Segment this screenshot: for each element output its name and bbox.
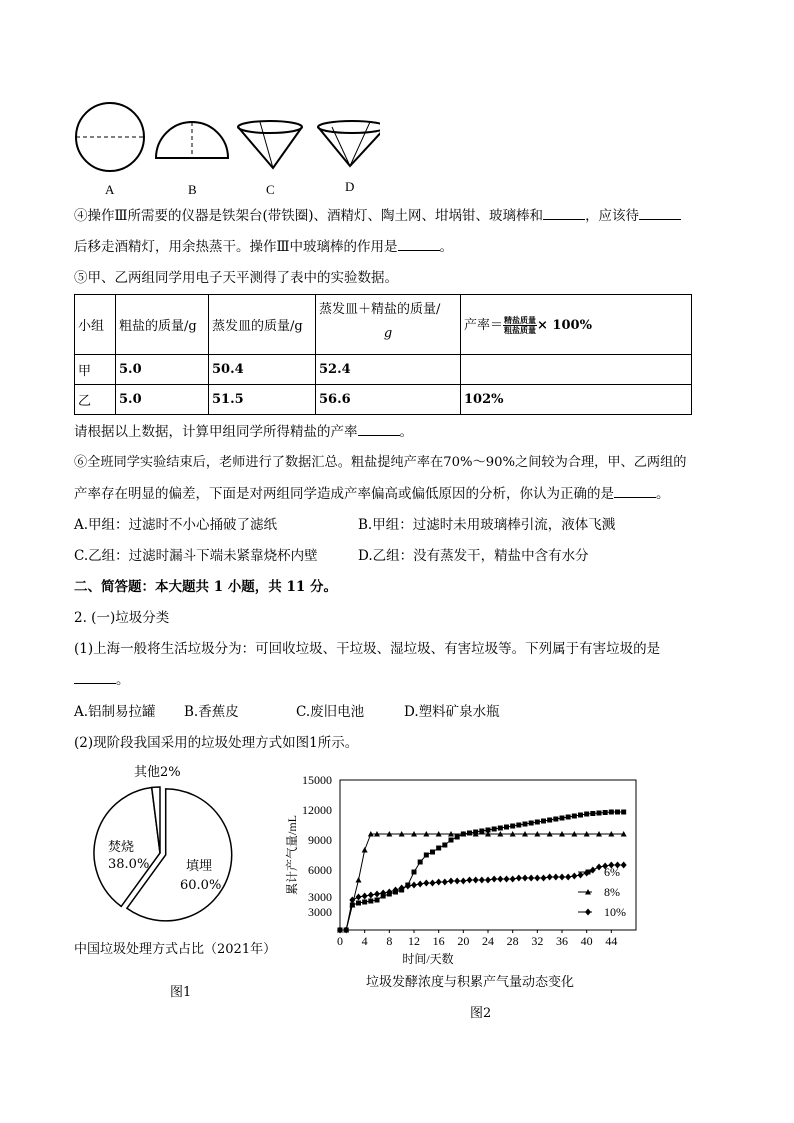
x-tick-label: 8 (386, 934, 393, 948)
data-point-diamond (522, 875, 528, 882)
table-cell: 102% (461, 385, 692, 415)
data-point-diamond (430, 880, 436, 887)
data-point-square (362, 900, 367, 905)
header-dish-mass: 蒸发皿的质量/g (209, 295, 316, 355)
pie-label-incineration-pct: 38.0% (108, 857, 150, 872)
data-point-square (572, 814, 577, 819)
data-point-square (621, 810, 626, 815)
q4-line2: 后移走酒精灯，用余热蒸干。操作Ⅲ中玻璃棒的作用是 。 (74, 239, 454, 255)
data-point-square (356, 901, 361, 906)
figure-label-c: C (266, 182, 275, 197)
legend-label: 8% (604, 885, 620, 899)
q5-intro: ⑤甲、乙两组同学用电子天平测得了表中的实验数据。 (74, 270, 398, 286)
figure1-number: 图1 (170, 985, 192, 1000)
data-point-diamond (374, 891, 380, 898)
data-point-square (547, 818, 552, 823)
answer-blank[interactable] (358, 423, 400, 436)
data-point-diamond (411, 882, 417, 889)
data-point-square (375, 898, 380, 903)
x-tick-label: 36 (556, 934, 568, 948)
table-cell: 51.5 (209, 385, 316, 415)
x-tick-label: 16 (432, 934, 445, 948)
data-point-diamond (448, 878, 454, 885)
data-point-diamond (547, 874, 553, 881)
answer-blank[interactable] (614, 485, 656, 498)
table-cell: 5.0 (116, 355, 209, 385)
section-heading: 二、简答题：本大题共 1 小题，共 11 分。 (74, 579, 337, 595)
data-point-square (523, 822, 528, 827)
experiment-data-table (74, 294, 692, 415)
data-point-square (412, 870, 417, 875)
data-point-square (442, 843, 447, 848)
yield-fraction: $\frac{\text{精盐质量}}{\text{粗盐质量}}$ (504, 315, 537, 335)
table-cell: 乙 (75, 385, 116, 415)
data-point-square (516, 823, 521, 828)
data-point-diamond (585, 909, 591, 916)
data-point-diamond (504, 876, 510, 883)
q6-option-c[interactable]: C.乙组：过滤时漏斗下端未紧靠烧杯内壁 (74, 548, 318, 564)
data-point-square (535, 820, 540, 825)
y-tick-label: 15000 (302, 773, 332, 787)
data-point-square (430, 850, 435, 855)
data-point-diamond (442, 879, 448, 886)
y-tick-label: 3000 (308, 905, 332, 919)
data-point-square (560, 816, 565, 821)
q6-option-b[interactable]: B.甲组：过滤时未用玻璃棒引流，液体飞溅 (358, 517, 616, 533)
data-point-diamond (467, 877, 473, 884)
data-point-square (418, 860, 423, 865)
data-point-diamond (565, 874, 571, 881)
line-chart-gas-production (272, 768, 652, 1008)
data-point-diamond (417, 881, 423, 888)
data-point-diamond (559, 874, 565, 881)
data-point-square (541, 819, 546, 824)
x-tick-label: 0 (337, 934, 343, 948)
pie-label-landfill-pct: 60.0% (180, 878, 222, 893)
y-tick-label: 12000 (302, 803, 332, 817)
data-point-diamond (454, 878, 460, 885)
x-axis-label: 时间/天数 (402, 952, 454, 966)
answer-blank[interactable] (639, 207, 681, 220)
data-point-diamond (460, 878, 466, 885)
answer-blank[interactable] (543, 207, 585, 220)
data-point-diamond (485, 877, 491, 884)
data-point-diamond (578, 872, 584, 879)
table-cell: 5.0 (116, 385, 209, 415)
q6-option-d[interactable]: D.乙组：没有蒸发干，精盐中含有水分 (358, 548, 589, 564)
header-crude-salt-mass: 粗盐的质量/g (116, 295, 209, 355)
data-point-diamond (516, 875, 522, 882)
figure-label-d: D (345, 179, 355, 194)
answer-blank[interactable] (74, 671, 116, 684)
data-point-square (529, 821, 534, 826)
data-point-diamond (553, 874, 559, 881)
pie-label-incineration: 焚烧 (108, 840, 135, 855)
x-tick-label: 32 (531, 934, 544, 948)
q2-part1: (1)上海一般将生活垃圾分为：可回收垃圾、干垃圾、湿垃圾、有害垃圾等。下列属于有害垃圾的是 (74, 641, 661, 657)
data-point-square (368, 899, 373, 904)
table-cell: 56.6 (316, 385, 461, 415)
table-cell: 52.4 (316, 355, 461, 385)
pie-label-other: 其他2% (134, 765, 181, 780)
data-point-diamond (362, 893, 368, 900)
x-tick-label: 20 (457, 934, 470, 948)
data-point-square (615, 810, 620, 815)
data-point-square (584, 812, 589, 817)
pie-label-landfill: 填埋 (186, 859, 213, 874)
y-tick-label: 6000 (308, 863, 332, 877)
q2-part1-blank-line: 。 (74, 670, 130, 690)
data-point-square (566, 815, 571, 820)
y-tick-label: 9000 (308, 833, 332, 847)
legend-label: 10% (604, 905, 626, 919)
data-point-diamond (436, 879, 442, 886)
data-point-diamond (473, 877, 479, 884)
legend-label: 6% (604, 865, 620, 879)
data-point-square (436, 846, 441, 851)
data-point-square (498, 826, 503, 831)
x-tick-label: 44 (605, 934, 618, 948)
data-point-square (586, 870, 591, 875)
q6-line2: 产率存在明显的偏差，下面是对两组同学造成产率偏高或偏低原因的分析，你认为正确的是 。 (74, 486, 670, 502)
data-point-square (424, 853, 429, 858)
q2-part2: (2)现阶段我国采用的垃圾处理方式如图1所示。 (74, 735, 359, 751)
data-point-square (455, 835, 460, 840)
chart-title: 垃圾发酵浓度与积累产气量动态变化 (365, 974, 575, 989)
data-point-square (467, 831, 472, 836)
data-point-diamond (479, 877, 485, 884)
data-point-diamond (528, 875, 534, 882)
q2-option-d[interactable]: D.塑料矿泉水瓶 (404, 704, 500, 720)
data-point-diamond (356, 894, 362, 901)
q2-option-a[interactable]: A.铝制易拉罐 (74, 704, 156, 720)
y-axis-label: 累计产气量/mL (285, 815, 299, 895)
plot-frame (340, 780, 636, 930)
data-point-square (510, 824, 515, 829)
figure-label-b: B (188, 182, 197, 197)
data-point-square (597, 811, 602, 816)
figure-label-a: A (105, 182, 115, 197)
header-yield-formula: 产率＝ $\frac{\text{精盐质量}}{\text{粗盐质量}}$ × 100% (461, 295, 692, 355)
data-point-diamond (571, 873, 577, 880)
y-tick-label: 3000 (308, 890, 332, 904)
data-point-square (492, 827, 497, 832)
data-point-square (504, 825, 509, 830)
x-tick-label: 28 (506, 934, 519, 948)
data-point-square (553, 817, 558, 822)
q6-line1: ⑥全班同学实验结束后，老师进行了数据汇总。粗盐提纯产率在70%～90%之间较为合理，甲、乙两组的 (74, 455, 687, 470)
data-point-diamond (621, 862, 627, 869)
x-tick-label: 40 (580, 934, 593, 948)
series-square (338, 810, 627, 933)
figure-d-cone (318, 121, 380, 133)
data-point-triangle (362, 847, 368, 853)
data-point-diamond (534, 875, 540, 882)
figure1-caption: 中国垃圾处理方式占比（2021年） (74, 942, 277, 957)
x-tick-label: 24 (482, 934, 494, 948)
q4-line1: ④操作Ⅲ所需要的仪器是铁架台(带铁圈)、酒精灯、陶土网、坩埚钳、玻璃棒和 ，应该待 (74, 206, 681, 226)
answer-blank[interactable] (398, 238, 440, 251)
table-cell: 甲 (75, 355, 116, 385)
data-point-triangle (356, 877, 362, 883)
data-point-square (449, 838, 454, 843)
data-point-square (609, 810, 614, 815)
data-point-diamond (497, 876, 503, 883)
figure-c-cone (238, 121, 302, 133)
table-cell (461, 355, 692, 385)
data-point-diamond (596, 864, 602, 871)
data-point-square (578, 813, 583, 818)
data-point-diamond (491, 876, 497, 883)
data-point-diamond (368, 892, 374, 899)
data-point-diamond (510, 876, 516, 883)
q2-option-b[interactable]: B.香蕉皮 (184, 704, 239, 720)
data-point-diamond (541, 875, 547, 882)
x-tick-label: 4 (361, 934, 368, 948)
q5-ask: 请根据以上数据，计算甲组同学所得精盐的产率 。 (74, 424, 413, 440)
question-2-title: 2. (一)垃圾分类 (74, 610, 170, 626)
data-point-square (590, 811, 595, 816)
x-tick-label: 12 (408, 934, 420, 948)
data-point-diamond (423, 880, 429, 887)
filter-paper-folding-figures (70, 100, 380, 200)
q2-option-c[interactable]: C.废旧电池 (296, 704, 365, 720)
data-point-square (603, 810, 608, 815)
table-cell: 50.4 (209, 355, 316, 385)
figure2-number: 图2 (470, 1006, 492, 1021)
q6-option-a[interactable]: A.甲组：过滤时不小心捅破了滤纸 (74, 517, 278, 533)
data-point-square (479, 829, 484, 834)
header-dish-plus-salt: 蒸发皿＋精盐的质量/ g (316, 295, 461, 355)
header-group: 小组 (75, 295, 116, 355)
